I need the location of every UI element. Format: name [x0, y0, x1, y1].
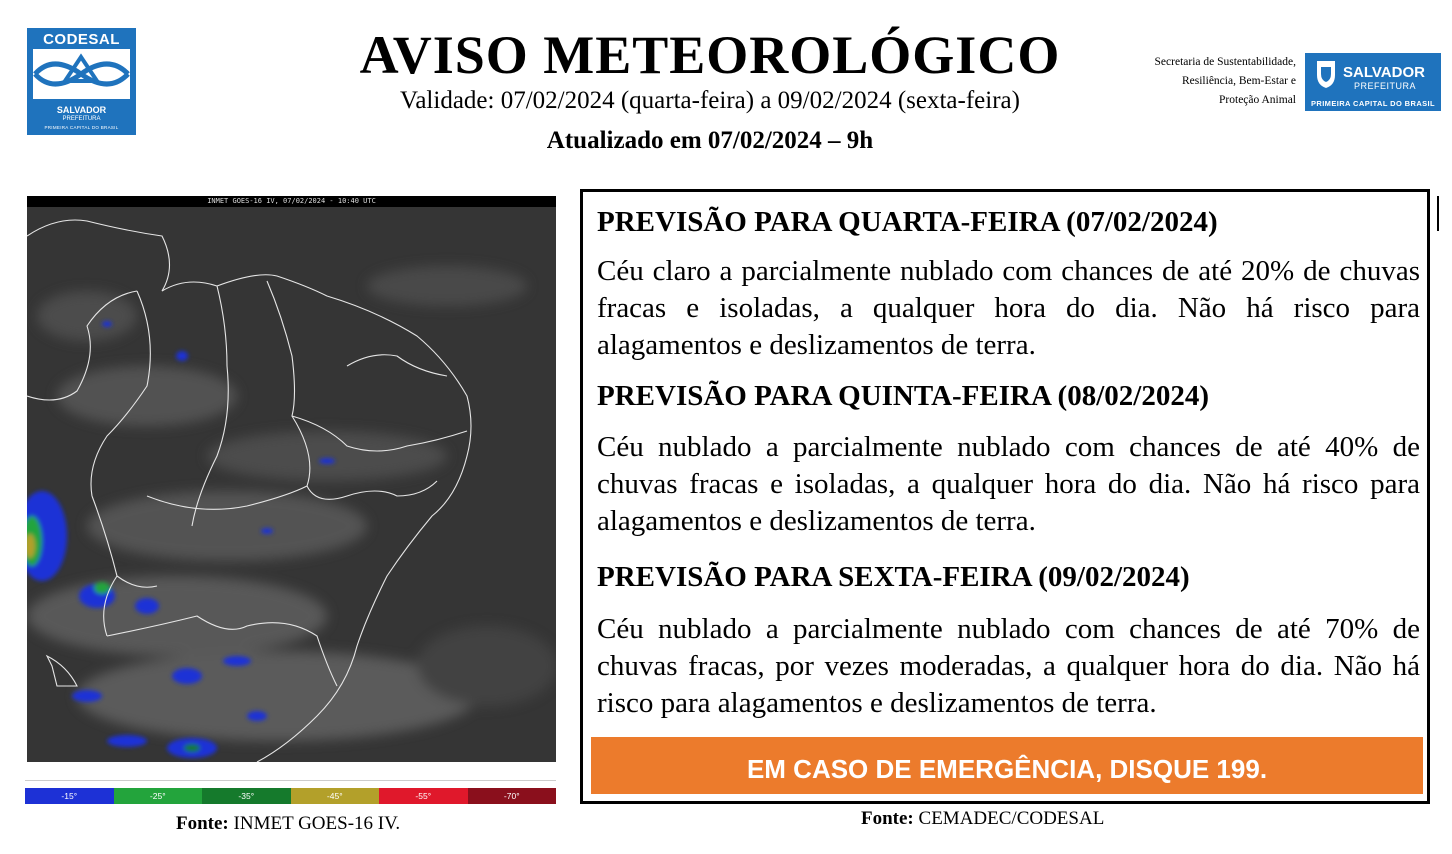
scale-segment: -15°: [25, 788, 114, 804]
forecast-text-friday: Céu nublado a parcialmente nublado com chances de até 70% de chuvas fracas, por vezes moderadas, a qualquer hora do dia. Não há risco para alagamentos e deslizamentos de terra.: [597, 613, 1420, 719]
scale-segment: -25°: [114, 788, 203, 804]
salvador-shield-icon: [1315, 59, 1337, 89]
codesal-logo-title: CODESAL: [43, 31, 120, 48]
scale-divider: [25, 780, 556, 781]
salvador-prefeitura-logo: [1305, 53, 1441, 111]
codesal-logo-prefeitura: PREFEITURA: [62, 116, 101, 122]
secretaria-line: Proteção Animal: [1219, 94, 1296, 106]
page-title: AVISO METEOROLÓGICO: [359, 25, 1061, 85]
secretaria-line: Resiliência, Bem-Estar e: [1181, 75, 1296, 87]
scale-segment: -45°: [291, 788, 380, 804]
border-mark: [1437, 196, 1439, 231]
secretaria-line: Secretaria de Sustentabilidade,: [1154, 56, 1296, 68]
source-value: INMET GOES-16 IV.: [228, 813, 401, 834]
scale-segment: -35°: [202, 788, 291, 804]
salvador-logo-tagline: PRIMEIRA CAPITAL DO BRASIL: [1310, 99, 1435, 108]
satellite-header-text: INMET GOES-16 IV, 07/02/2024 - 10:40 UTC: [27, 196, 556, 207]
codesal-logo-city: SALVADOR: [56, 105, 107, 115]
codesal-logo-tagline: PRIMEIRA CAPITAL DO BRASIL: [44, 125, 119, 130]
forecast-source: [861, 808, 1104, 830]
secretaria-text: [1086, 53, 1296, 110]
forecast-title-thursday: PREVISÃO PARA QUINTA-FEIRA (08/02/2024): [597, 380, 1209, 412]
scale-segment: -55°: [379, 788, 468, 804]
forecast-text-thursday: Céu nublado a parcialmente nublado com chances de até 40% de chuvas fracas e isoladas, a qualquer hora do dia. Não há risco para alagamentos e deslizamentos de terra.: [597, 431, 1420, 537]
validity-text: Validade: 07/02/2024 (quarta-feira) a 09/02/2024 (sexta-feira): [400, 87, 1020, 114]
updated-text: Atualizado em 07/02/2024 – 9h: [546, 127, 874, 154]
source-label: Fonte:: [861, 808, 914, 829]
satellite-map: [27, 196, 556, 762]
source-value: CEMADEC/CODESAL: [913, 808, 1105, 829]
forecast-title-wednesday: PREVISÃO PARA QUARTA-FEIRA (07/02/2024): [597, 206, 1218, 238]
salvador-logo-subtitle: PREFEITURA: [1354, 81, 1417, 91]
scale-segment: -70°: [468, 788, 557, 804]
emergency-banner: EM CASO DE EMERGÊNCIA, DISQUE 199.: [591, 737, 1423, 794]
forecast-title-friday: PREVISÃO PARA SEXTA-FEIRA (09/02/2024): [597, 561, 1190, 593]
satellite-source: [176, 813, 400, 835]
source-label: Fonte:: [176, 813, 229, 834]
temperature-scale: [25, 788, 556, 804]
satellite-image: [27, 196, 556, 762]
salvador-logo-name: SALVADOR: [1343, 64, 1425, 81]
forecast-text-wednesday: Céu claro a parcialmente nublado com chances de até 20% de chuvas fracas e isoladas, a qualquer hora do dia. Não há risco para alagamentos e deslizamentos de terra.: [597, 255, 1420, 361]
